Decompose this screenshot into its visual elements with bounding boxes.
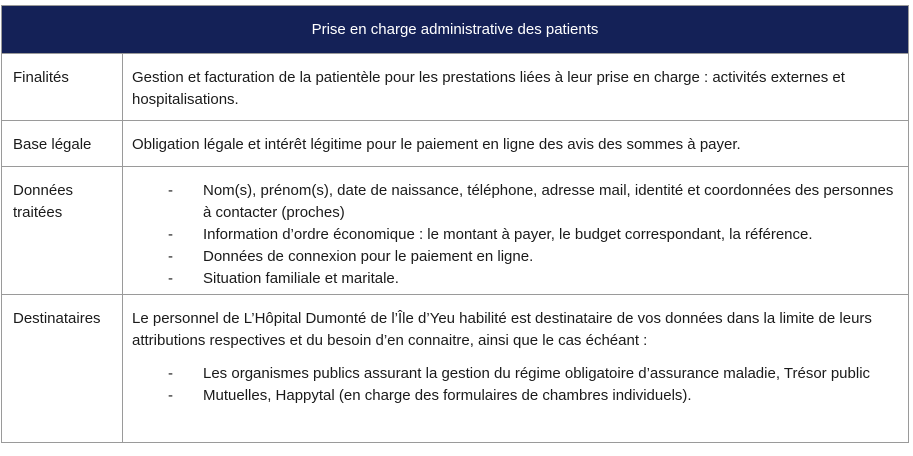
row-content [123, 167, 908, 294]
dash-bullet: - [168, 365, 173, 382]
row-base-legale [2, 121, 908, 167]
row-label: Base légale [2, 121, 123, 166]
list-item: - Information d’ordre économique : le montant à payer, le budget correspondant, la référence. [132, 224, 900, 246]
data-list [132, 180, 900, 290]
list-item: - Nom(s), prénom(s), date de naissance, téléphone, adresse mail, identité et coordonnées des personnes à contacter (proches) [168, 182, 894, 221]
list-item: - Mutuelles, Happytal (en charge des formulaires de chambres individuels). [132, 385, 900, 407]
dash-bullet: - [168, 182, 173, 199]
row-text: Gestion et facturation de la patientèle pour les prestations liées à leur prise en charge : activités externes et hospitalisations. [132, 69, 845, 108]
dash-bullet: - [168, 270, 173, 287]
list-item: - Situation familiale et maritale. [132, 268, 900, 290]
row-content [123, 121, 908, 166]
dash-bullet: - [168, 248, 173, 265]
privacy-table [1, 5, 909, 443]
row-label: Finalités [2, 54, 123, 120]
row-destinataires [2, 295, 908, 442]
row-label: Données traitées [2, 167, 123, 294]
row-donnees-traitees [2, 167, 908, 295]
list-item: - Les organismes publics assurant la gestion du régime obligatoire d’assurance maladie, Trésor public [132, 363, 900, 385]
dash-bullet: - [168, 387, 173, 404]
table-title: Prise en charge administrative des patients [311, 21, 599, 38]
recipients-list [132, 363, 900, 407]
row-content [123, 295, 908, 442]
row-label: Destinataires [2, 295, 123, 442]
row-text: Le personnel de L’Hôpital Dumonté de l’Île d’Yeu habilité est destinataire de vos données dans la limite de leurs attributions respectives et du besoin d’en connaitre, ainsi que le cas échéant : [132, 310, 872, 349]
row-finalites [2, 54, 908, 121]
dash-bullet: - [168, 226, 173, 243]
table-header [2, 6, 908, 54]
list-item: - Données de connexion pour le paiement en ligne. [132, 246, 900, 268]
row-text: Obligation légale et intérêt légitime pour le paiement en ligne des avis des sommes à payer. [132, 136, 741, 153]
row-content [123, 54, 908, 120]
